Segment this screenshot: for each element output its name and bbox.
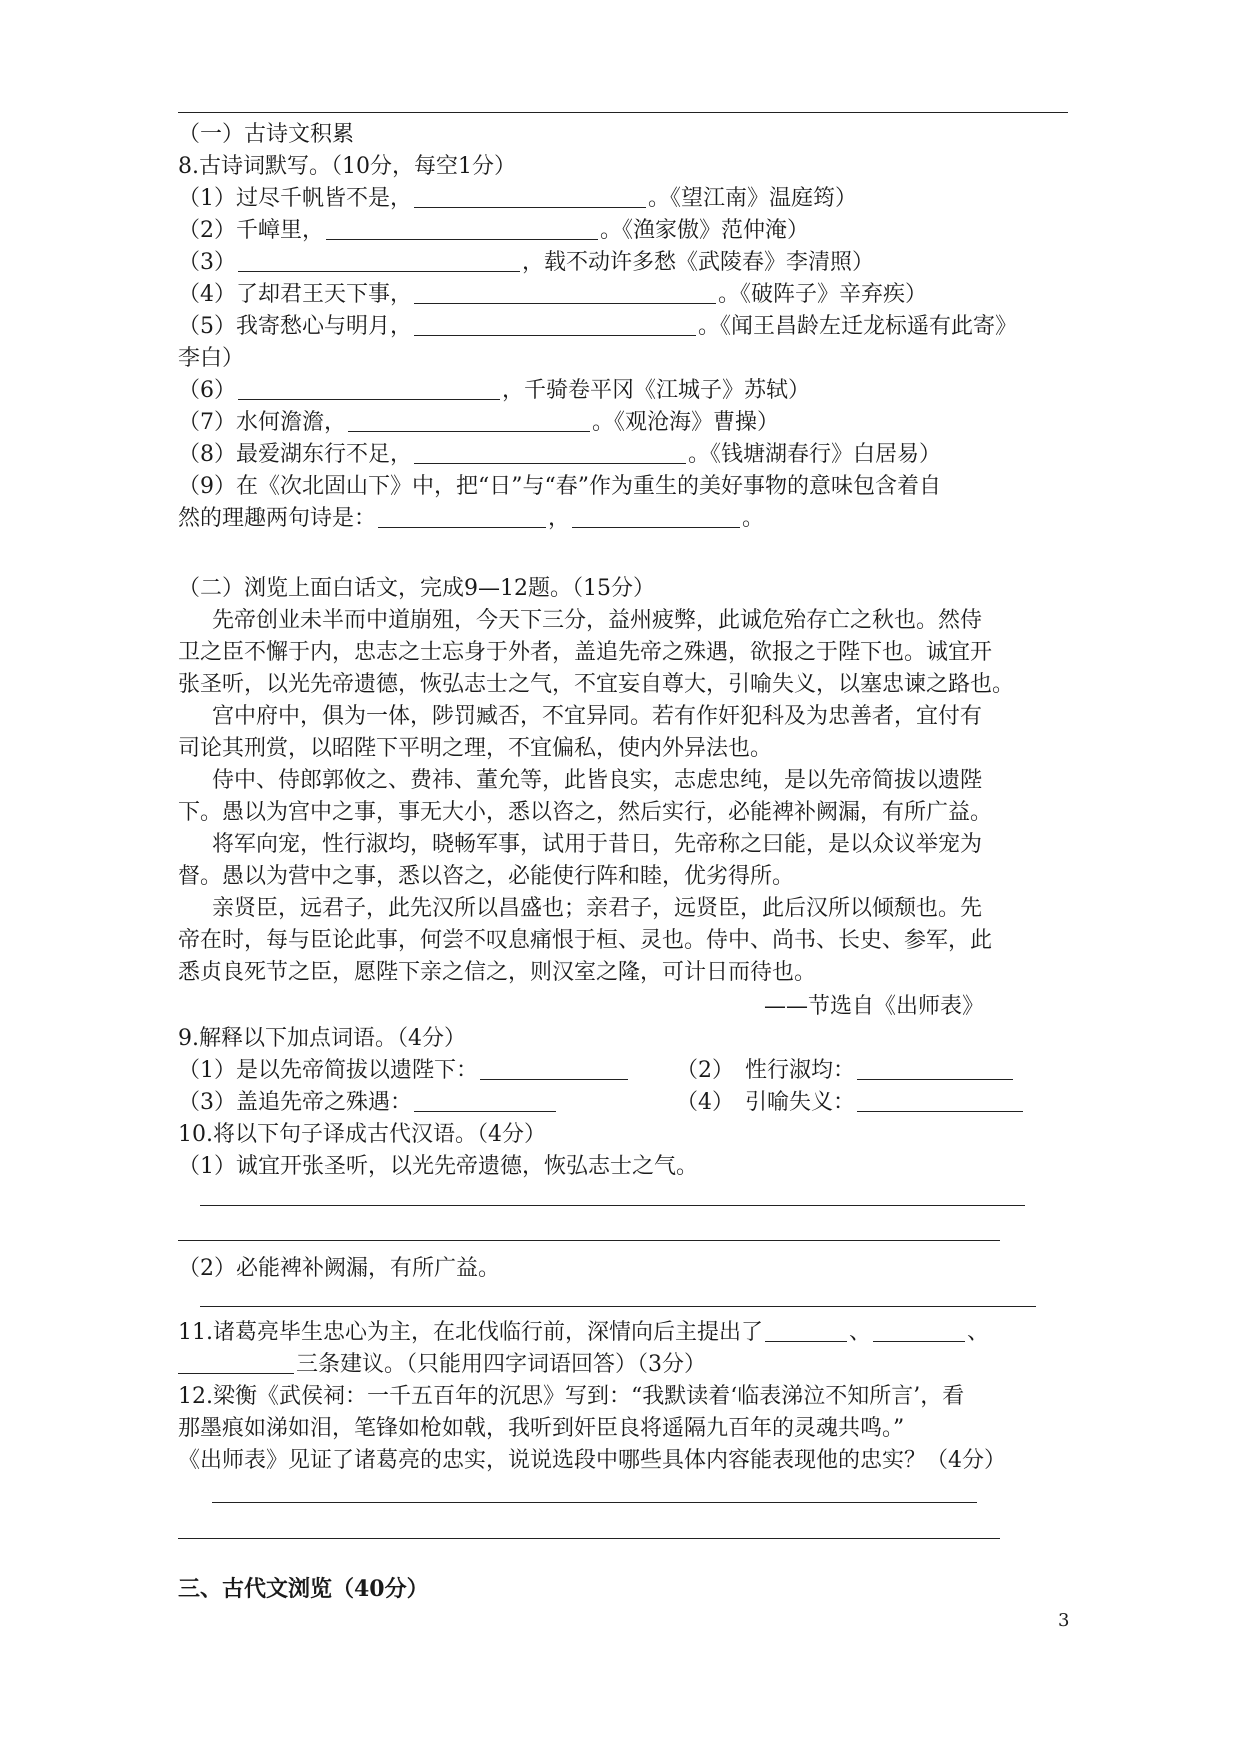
question-10-sentence-2: （2）必能裨补阙漏，有所广益。: [178, 1256, 500, 1281]
question-12-line-3: 《出师表》见证了诸葛亮的忠实，说说选段中哪些具体内容能表现他的忠实？（4分）: [178, 1448, 1006, 1473]
question-9-item-4: （4） 引喻失义：: [676, 1088, 1025, 1118]
question-8-item-5: （5）我寄愁心与明月， 。《闻王昌龄左迁龙标遥有此寄》: [178, 314, 1018, 339]
answer-blank[interactable]: [348, 409, 590, 432]
question-9-title: 9.解释以下加点词语。（4分）: [178, 1026, 466, 1051]
section-title-ancient-poetry: （一）古诗文积累: [178, 122, 355, 147]
question-10-sentence-1: （1）诚宜开张圣听，以光先帝遗德，恢弘志士之气。: [178, 1154, 698, 1179]
answer-line[interactable]: [212, 1502, 977, 1503]
answer-blank[interactable]: [238, 249, 520, 272]
answer-blank[interactable]: [414, 441, 686, 464]
answer-blank[interactable]: [414, 313, 696, 336]
answer-line[interactable]: [200, 1205, 1025, 1206]
question-11-line-1: 11.诸葛亮毕生忠心为主，在北伐临行前，深情向后主提出了 、 、: [178, 1320, 990, 1345]
answer-blank[interactable]: [414, 281, 716, 304]
passage-line: 将军向宠，性行淑均，晓畅军事，试用于昔日，先帝称之曰能，是以众议举宠为: [212, 832, 983, 857]
answer-blank[interactable]: [572, 505, 740, 528]
header-rule: [178, 112, 1068, 113]
question-8-item-2: （2）千嶂里， 。《渔家傲》范仲淹）: [178, 218, 810, 243]
answer-blank[interactable]: [378, 505, 546, 528]
answer-blank[interactable]: [414, 185, 646, 208]
question-8-item-8: （8）最爱湖东行不足， 。《钱塘湖春行》白居易）: [178, 442, 942, 467]
passage-line: 先帝创业未半而中道崩殂，今天下三分，益州疲弊，此诚危殆存亡之秋也。然侍: [212, 608, 983, 633]
passage-line: 督。愚以为营中之事，悉以咨之，必能使行阵和睦，优劣得所。: [178, 864, 795, 889]
question-9-item-3: （3）盖追先帝之殊遇：: [178, 1088, 558, 1118]
section-title-reading: （二）浏览上面白话文，完成9—12题。（15分）: [178, 576, 655, 601]
question-8-item-6: （6） ，千骑卷平冈《江城子》苏轼）: [178, 378, 811, 403]
question-9-item-1: （1）是以先帝简拔以遗陛下：: [178, 1056, 630, 1086]
section-title-classical-reading: 三、古代文浏览（40分）: [178, 1576, 429, 1602]
passage-source: ——节选自《出师表》: [764, 994, 985, 1019]
answer-blank[interactable]: [480, 1057, 628, 1080]
question-12-line-1: 12.梁衡《武侯祠：一千五百年的沉思》写到：“我默读着‘临表涕泣不知所言’，看: [178, 1384, 965, 1409]
question-8-item-7: （7）水何澹澹， 。《观沧海》曹操）: [178, 410, 780, 435]
answer-blank[interactable]: [326, 217, 598, 240]
answer-blank[interactable]: [857, 1089, 1023, 1112]
passage-line: 悉贞良死节之臣，愿陛下亲之信之，则汉室之隆，可计日而待也。: [178, 960, 817, 985]
passage-line: 张圣听，以光先帝遗德，恢弘志士之气，不宜妄自尊大，引喻失义，以塞忠谏之路也。: [178, 672, 1015, 697]
answer-blank[interactable]: [765, 1319, 847, 1342]
question-8-title: 8.古诗词默写。（10分，每空1分）: [178, 154, 516, 179]
passage-line: 下。愚以为宫中之事，事无大小，悉以咨之，然后实行，必能裨补阙漏，有所广益。: [178, 800, 993, 825]
question-8-item-4: （4）了却君王天下事， 。《破阵子》辛弃疾）: [178, 282, 928, 307]
answer-blank[interactable]: [414, 1089, 556, 1112]
passage-line: 宫中府中，俱为一体，陟罚臧否，不宜异同。若有作奸犯科及为忠善者，宜付有: [212, 704, 983, 729]
passage-line: 亲贤臣，远君子，此先汉所以昌盛也；亲君子，远贤臣，此后汉所以倾颓也。先: [212, 896, 983, 921]
question-8-item-5-cont: 李白）: [178, 346, 245, 371]
answer-line[interactable]: [178, 1538, 1000, 1539]
question-8-item-3: （3） ，载不动许多愁《武陵春》李清照）: [178, 250, 875, 275]
passage-line: 帝在时，每与臣论此事，何尝不叹息痛恨于桓、灵也。侍中、尚书、长史、参军，此: [178, 928, 993, 953]
answer-blank[interactable]: [178, 1351, 294, 1374]
passage-line: 侍中、侍郎郭攸之、费祎、董允等，此皆良实，志虑忠纯，是以先帝简拔以遗陛: [212, 768, 983, 793]
question-8-item-9-cont: 然的理趣两句诗是： ， 。: [178, 506, 765, 531]
question-12-line-2: 那墨痕如涕如泪，笔锋如枪如戟，我听到奸臣良将遥隔九百年的灵魂共鸣。”: [178, 1416, 905, 1441]
passage-line: 司论其刑赏，以昭陛下平明之理，不宜偏私，使内外异法也。: [178, 736, 773, 761]
answer-line[interactable]: [200, 1306, 1036, 1307]
question-8-item-9: （9）在《次北固山下》中，把“日”与“春”作为重生的美好事物的意味包含着自: [178, 474, 941, 499]
passage-line: 卫之臣不懈于内，忠志之士忘身于外者，盖追先帝之殊遇，欲报之于陛下也。诚宜开: [178, 640, 993, 665]
answer-blank[interactable]: [238, 377, 500, 400]
answer-line[interactable]: [178, 1240, 1000, 1241]
question-9-item-2: （2） 性行淑均：: [676, 1056, 1015, 1086]
question-10-title: 10.将以下句子译成古代汉语。（4分）: [178, 1122, 546, 1147]
answer-blank[interactable]: [857, 1057, 1013, 1080]
answer-blank[interactable]: [873, 1319, 965, 1342]
page-number: 3: [1058, 1610, 1070, 1631]
question-8-item-1: （1）过尽千帆皆不是， 。《望江南》温庭筠）: [178, 186, 858, 211]
question-11-line-2: 三条建议。（只能用四字词语回答）（3分）: [178, 1350, 706, 1380]
